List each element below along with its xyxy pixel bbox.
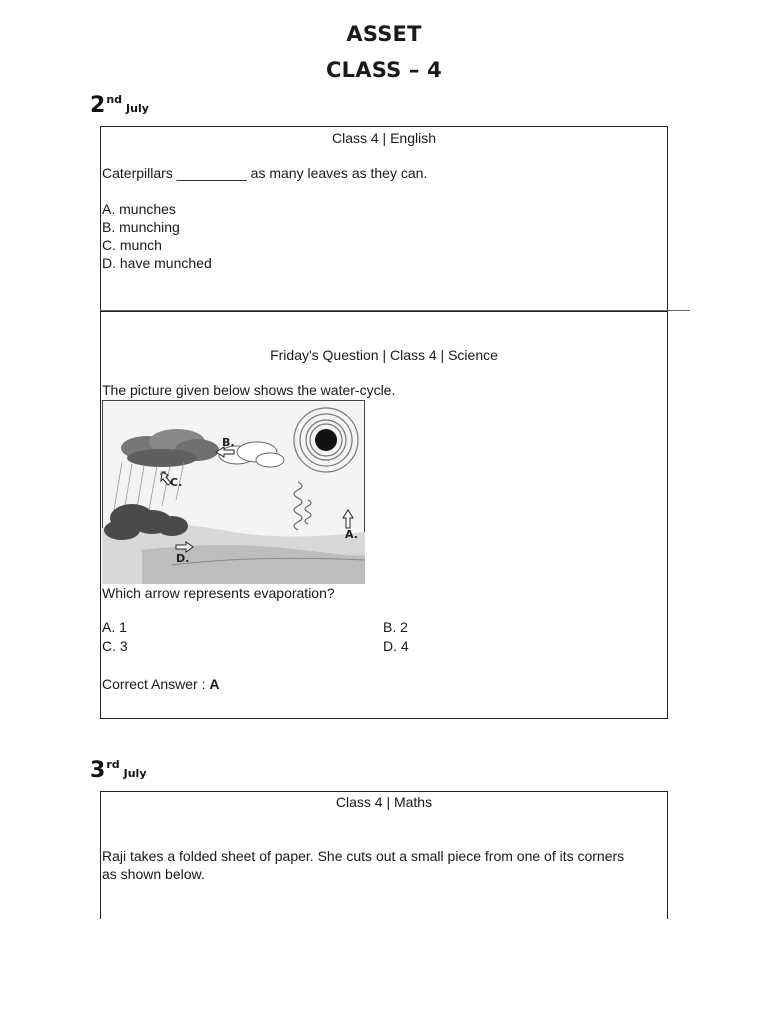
- science-option-a: A. 1: [102, 619, 127, 635]
- maths-question-heading: Class 4 | Maths: [335, 794, 433, 810]
- water-cycle-diagram: [102, 400, 365, 584]
- science-option-c: C. 3: [102, 638, 128, 654]
- correct-answer-label: Correct Answer :: [102, 676, 210, 692]
- date-suffix: nd: [106, 93, 123, 106]
- correct-answer-value: A: [209, 676, 220, 692]
- date-heading-first: [90, 93, 149, 118]
- english-question-box: [100, 126, 668, 312]
- date-month: July: [126, 102, 149, 115]
- maths-question-line2: as shown below.: [102, 866, 205, 882]
- date-day: 2: [90, 93, 106, 118]
- label-b: B.: [222, 436, 235, 449]
- label-c: C.: [170, 476, 183, 489]
- maths-box-top: [100, 791, 668, 792]
- label-a: A.: [345, 528, 358, 541]
- date-suffix: rd: [106, 758, 120, 771]
- date-heading-second: [90, 758, 147, 783]
- correct-answer: [102, 675, 220, 693]
- date-day: 3: [90, 758, 106, 783]
- science-option-b: B. 2: [383, 619, 408, 635]
- science-question-heading: Friday's Question | Class 4 | Science: [270, 347, 498, 363]
- english-question-heading: Class 4 | English: [331, 130, 436, 146]
- english-option-b: B. munching: [102, 219, 180, 235]
- science-question-text: Which arrow represents evaporation?: [102, 585, 335, 601]
- english-option-c: C. munch: [102, 237, 162, 253]
- date-month: July: [123, 767, 147, 780]
- english-option-d: D. have munched: [102, 255, 212, 271]
- document-title: ASSET: [346, 22, 422, 46]
- document-subtitle: CLASS – 4: [326, 58, 442, 82]
- label-d: D.: [176, 552, 190, 565]
- maths-question-line1: Raji takes a folded sheet of paper. She cuts out a small piece from one of its corners: [102, 848, 625, 864]
- english-question-text: Caterpillars _________ as many leaves as they can.: [102, 165, 428, 181]
- science-option-d: D. 4: [383, 638, 409, 654]
- english-option-a: A. munches: [102, 201, 176, 217]
- science-question-intro: The picture given below shows the water-cycle.: [102, 382, 396, 398]
